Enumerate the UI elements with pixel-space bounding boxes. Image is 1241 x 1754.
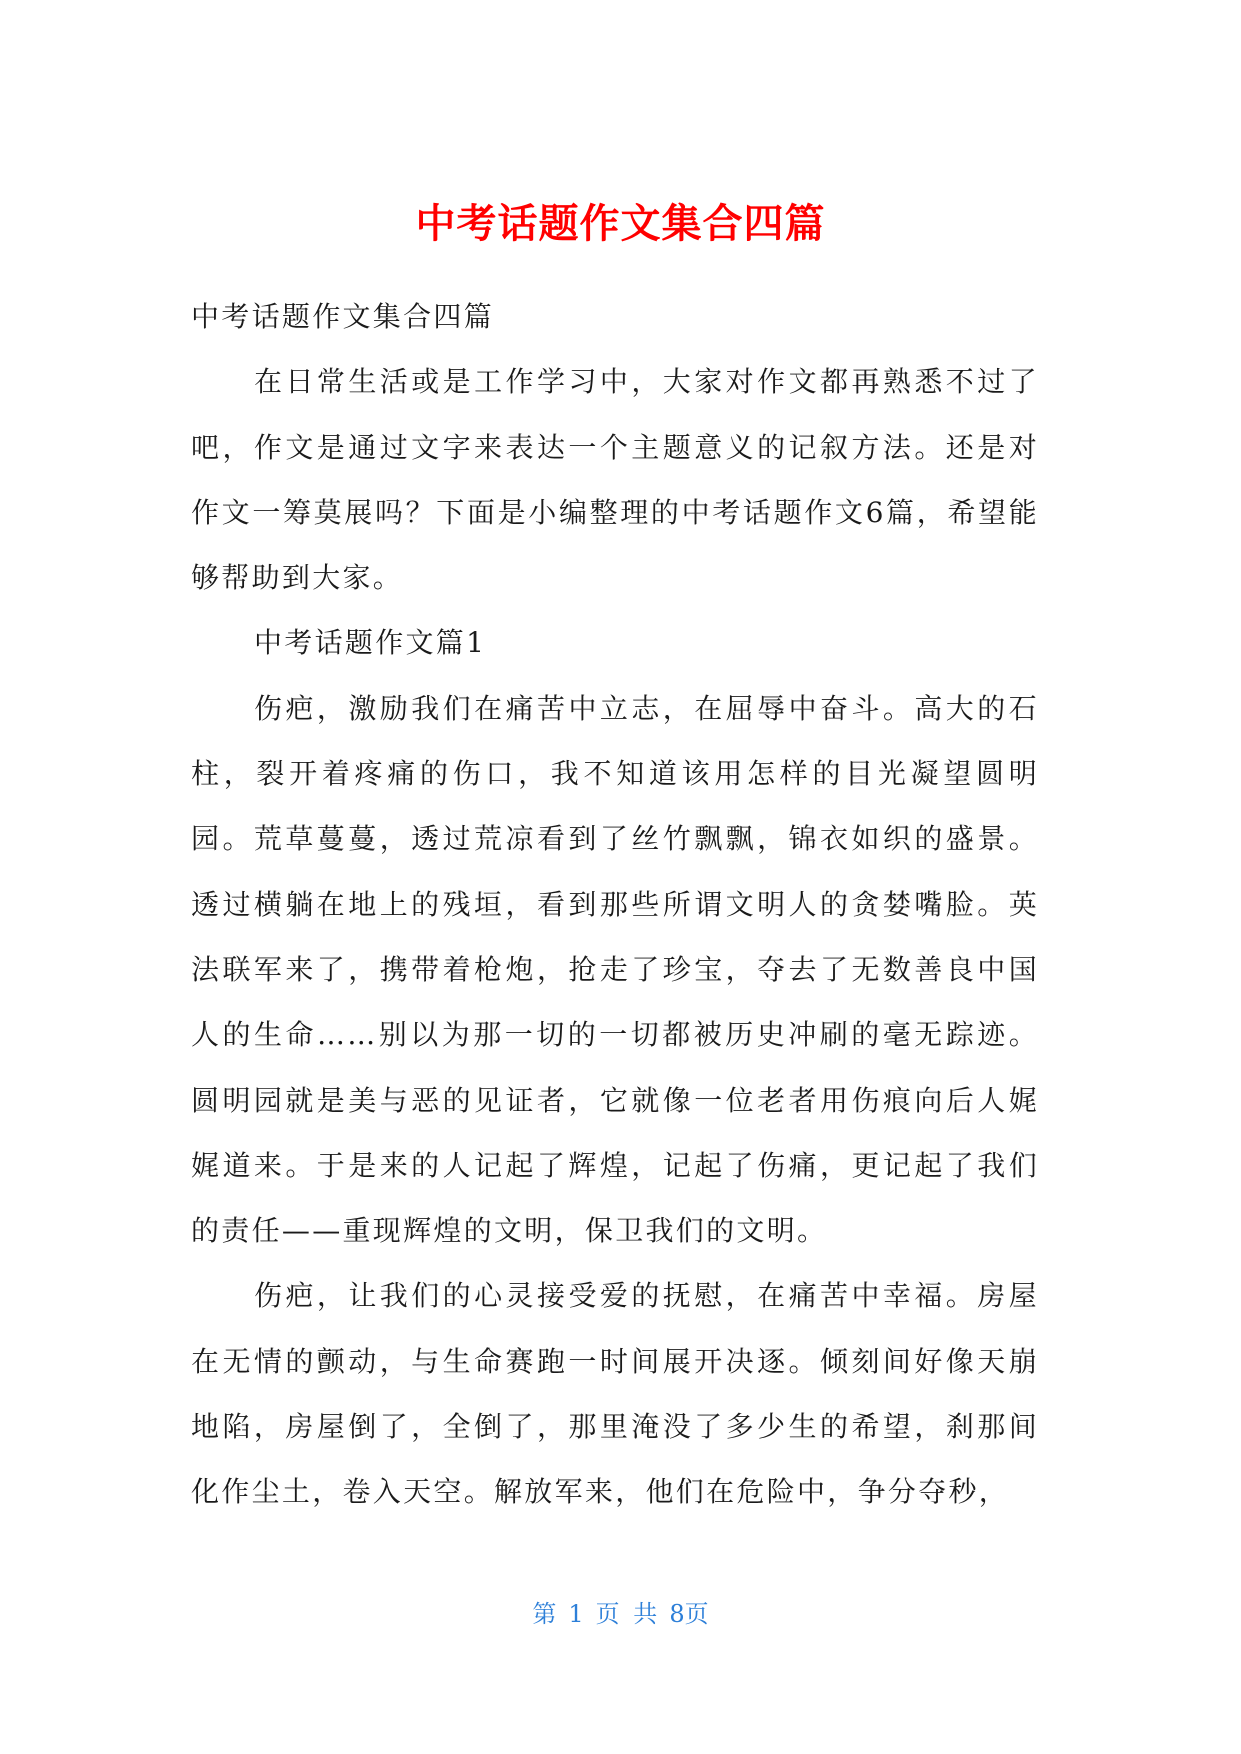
section-heading: 中考话题作文篇1 xyxy=(254,626,487,660)
footer-total-pages: 8页 xyxy=(669,1600,709,1628)
footer-prefix: 第 xyxy=(532,1600,557,1628)
document-title: 中考话题作文集合四篇 xyxy=(415,201,826,247)
body-paragraph: 伤疤，让我们的心灵接受爱的抚慰，在痛苦中幸福。房屋在无情的颤动，与生命赛跑一时间展开决逐。倾刻间好像天崩地陷，房屋倒了，全倒了，那里淹没了多少生的希望，刹那间化作尘土，卷入天空。解放军来，他们在危险中，争分夺秒， xyxy=(191,1279,1039,1509)
page-footer xyxy=(0,1598,1241,1630)
footer-middle: 页 共 xyxy=(595,1600,658,1628)
intro-paragraph: 在日常生活或是工作学习中，大家对作文都再熟悉不过了吧，作文是通过文字来表达一个主题意义的记叙方法。还是对作文一筹莫展吗？下面是小编整理的中考话题作文6篇，希望能够帮助到大家。 xyxy=(191,365,1039,595)
subtitle-paragraph: 中考话题作文集合四篇 xyxy=(191,300,495,333)
footer-current-page: 1 xyxy=(568,1600,584,1628)
document-body xyxy=(191,284,1039,1525)
body-paragraph: 伤疤，激励我们在痛苦中立志，在屈辱中奋斗。高大的石柱，裂开着疼痛的伤口，我不知道该用怎样的目光凝望圆明园。荒草蔓蔓，透过荒凉看到了丝竹飘飘，锦衣如织的盛景。透过横躺在地上的残垣，看到那些所谓文明人的贪婪嘴脸。英法联军来了，携带着枪炮，抢走了珍宝，夺去了无数善良中国人的生命……别以为那一切的一切都被历史冲刷的毫无踪迹。圆明园就是美与恶的见证者，它就像一位老者用伤痕向后人娓娓道来。于是来的人记起了辉煌，记起了伤痛，更记起了我们的责任——重现辉煌的文明，保卫我们的文明。 xyxy=(191,691,1039,1248)
